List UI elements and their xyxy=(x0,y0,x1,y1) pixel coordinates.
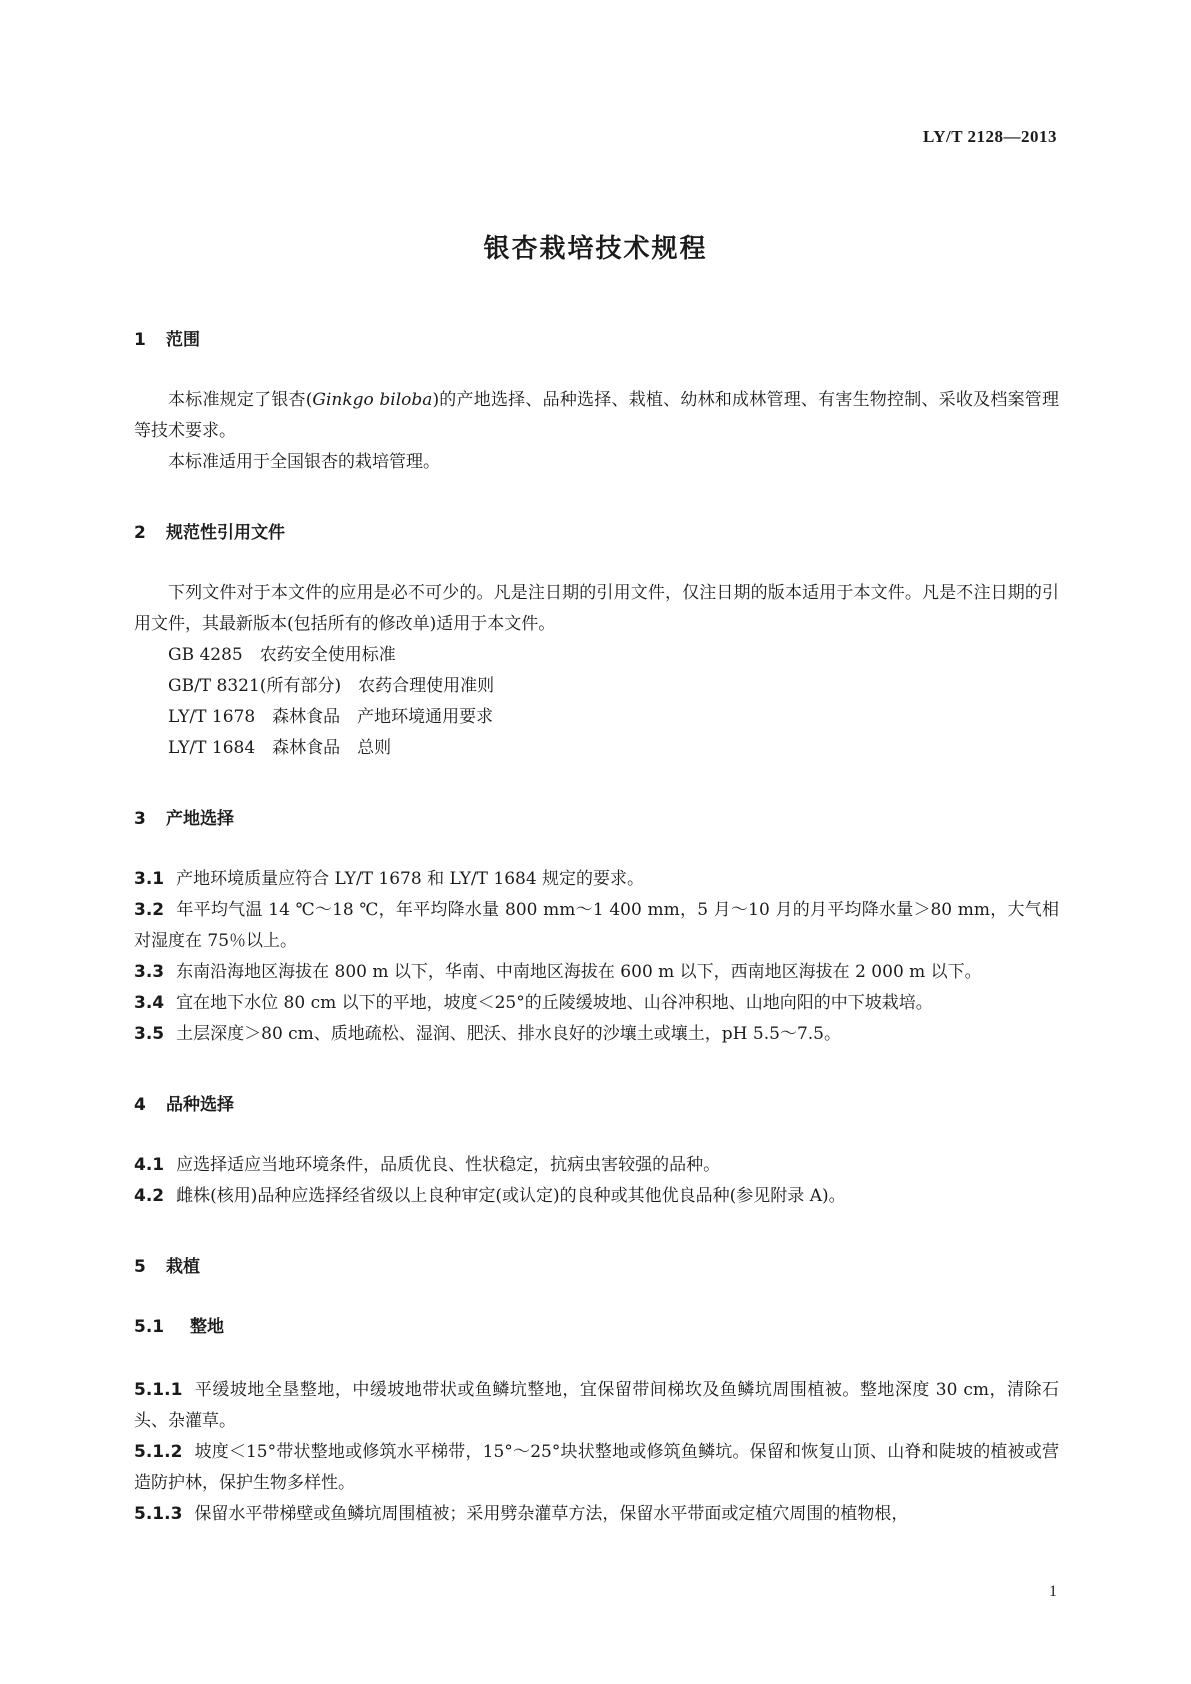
subsection-5-1-heading xyxy=(134,1312,1059,1337)
clause-3-5: 3.5 土层深度＞80 cm、质地疏松、湿润、肥沃、排水良好的沙壤土或壤土，pH 5.5～7.5。 xyxy=(134,1024,841,1044)
subsection-number: 5.1 xyxy=(134,1317,165,1337)
section-title: 栽植 xyxy=(166,1257,200,1277)
section-1-heading xyxy=(134,325,1059,350)
scope-paragraph-2: 本标准适用于全国银杏的栽培管理。 xyxy=(168,452,440,472)
clause-4-2: 4.2 雌株(核用)品种应选择经省级以上良种审定(或认定)的良种或其他优良品种(参见附录 A)。 xyxy=(134,1186,846,1206)
page-number: 1 xyxy=(1049,1583,1057,1600)
clause-4-1: 4.1 应选择适应当地环境条件，品质优良、性状稳定，抗病虫害较强的品种。 xyxy=(134,1155,721,1175)
section-3-heading xyxy=(134,804,1059,829)
clause-3-4: 3.4 宜在地下水位 80 cm 以下的平地，坡度＜25°的丘陵缓坡地、山谷冲积地、山地向阳的中下坡栽培。 xyxy=(134,993,933,1013)
reference-item: GB/T 8321(所有部分) 农药合理使用准则 xyxy=(168,676,495,696)
section-number: 2 xyxy=(134,523,146,543)
section-title: 规范性引用文件 xyxy=(166,523,285,543)
section-4-heading xyxy=(134,1090,1059,1115)
section-number: 5 xyxy=(134,1257,146,1277)
section-number: 3 xyxy=(134,809,146,829)
section-title: 品种选择 xyxy=(166,1095,234,1115)
section-number: 1 xyxy=(134,330,146,350)
document-body xyxy=(134,325,1059,1530)
references-intro: 下列文件对于本文件的应用是必不可少的。凡是注日期的引用文件，仅注日期的版本适用于本文件。凡是不注日期的引用文件，其最新版本(包括所有的修改单)适用于本文件。 xyxy=(134,583,1059,634)
subsection-title: 整地 xyxy=(190,1317,224,1337)
standard-code: LY/T 2128—2013 xyxy=(922,127,1057,146)
clause-3-3: 3.3 东南沿海地区海拔在 800 m 以下，华南、中南地区海拔在 600 m 以下，西南地区海拔在 2 000 m 以下。 xyxy=(134,962,982,982)
section-2-heading xyxy=(134,518,1059,543)
reference-item: LY/T 1684 森林食品 总则 xyxy=(168,738,392,758)
section-number: 4 xyxy=(134,1095,146,1115)
clause-3-2: 3.2 年平均气温 14 ℃～18 ℃，年平均降水量 800 mm～1 400 mm，5 月～10 月的月平均降水量＞80 mm，大气相对湿度在 75％以上。 xyxy=(134,900,1059,951)
reference-item: GB 4285 农药安全使用标准 xyxy=(168,645,396,665)
clause-5-1-1: 5.1.1 平缓坡地全垦整地，中缓坡地带状或鱼鳞坑整地，宜保留带间梯坎及鱼鳞坑周围植被。整地深度 30 cm，清除石头、杂灌草。 xyxy=(134,1380,1059,1431)
clause-5-1-2: 5.1.2 坡度＜15°带状整地或修筑水平梯带，15°～25°块状整地或修筑鱼鳞坑。保留和恢复山顶、山脊和陡坡的植被或营造防护林，保护生物多样性。 xyxy=(134,1442,1059,1493)
scope-paragraph-1: 本标准规定了银杏(Ginkgo biloba)的产地选择、品种选择、栽植、幼林和成林管理、有害生物控制、采收及档案管理等技术要求。 xyxy=(134,390,1060,441)
document-title: 银杏栽培技术规程 xyxy=(483,234,708,264)
clause-3-1: 3.1 产地环境质量应符合 LY/T 1678 和 LY/T 1684 规定的要求。 xyxy=(134,869,645,889)
clause-5-1-3: 5.1.3 保留水平带梯壁或鱼鳞坑周围植被；采用劈杂灌草方法，保留水平带面或定植穴周围的植物根， xyxy=(134,1504,909,1524)
section-title: 产地选择 xyxy=(166,809,234,829)
reference-item: LY/T 1678 森林食品 产地环境通用要求 xyxy=(168,707,494,727)
section-5-heading xyxy=(134,1252,1059,1277)
section-title: 范围 xyxy=(166,330,200,350)
